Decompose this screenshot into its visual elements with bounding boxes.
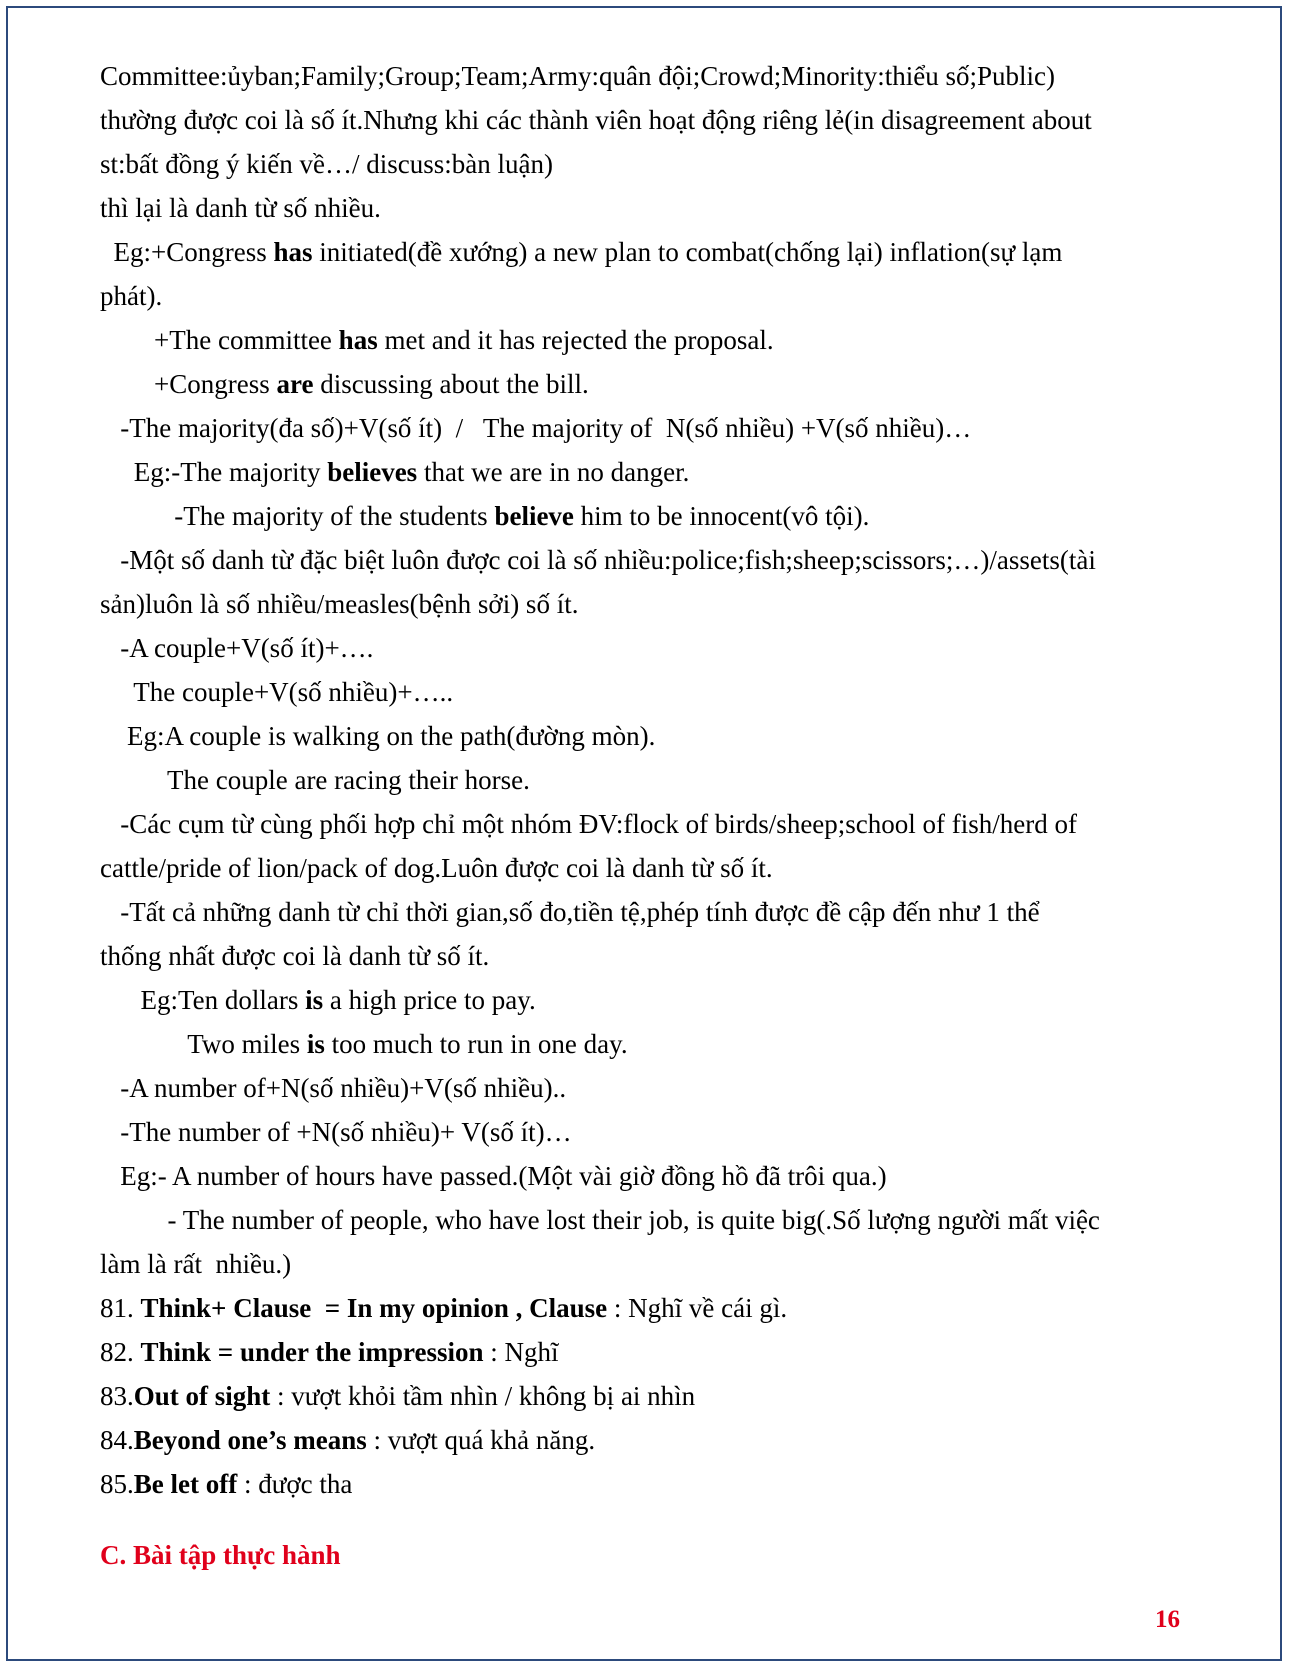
text-line bbox=[100, 846, 1210, 890]
text-line bbox=[100, 1462, 1210, 1506]
bold-text: is bbox=[306, 1029, 325, 1059]
text-segment: : Nghĩ bbox=[483, 1337, 559, 1367]
text-line bbox=[100, 450, 1210, 494]
text-segment: -A couple+V(số ít)+…. bbox=[100, 633, 374, 663]
text-line bbox=[100, 626, 1210, 670]
bold-text: believe bbox=[494, 501, 574, 531]
text-line bbox=[100, 318, 1210, 362]
text-segment: 82. bbox=[100, 1337, 141, 1367]
text-segment: -The majority(đa số)+V(số ít) / The majority of N(số nhiều) +V(số nhiều)… bbox=[100, 413, 972, 443]
text-segment: +The committee bbox=[100, 325, 339, 355]
text-line bbox=[100, 1022, 1210, 1066]
text-segment: sản)luôn là số nhiều/measles(bệnh sởi) số ít. bbox=[100, 589, 579, 619]
text-line bbox=[100, 670, 1210, 714]
bold-text: has bbox=[338, 325, 378, 355]
text-segment: thường được coi là số ít.Nhưng khi các thành viên hoạt động riêng lẻ(in disagreement about bbox=[100, 105, 1092, 135]
text-segment: that we are in no danger. bbox=[417, 457, 690, 487]
text-segment: : Nghĩ về cái gì. bbox=[607, 1293, 788, 1323]
text-segment: phát). bbox=[100, 281, 163, 311]
text-line bbox=[100, 1374, 1210, 1418]
text-segment: discussing about the bill. bbox=[313, 369, 589, 399]
text-segment: 85. bbox=[100, 1469, 134, 1499]
text-segment: -A number of+N(số nhiều)+V(số nhiều).. bbox=[100, 1073, 567, 1103]
page-number: 16 bbox=[1155, 1606, 1180, 1633]
text-line bbox=[100, 934, 1210, 978]
text-segment: initiated(đề xướng) a new plan to combat(chống lại) inflation(sự lạm bbox=[312, 237, 1063, 267]
bold-text: believes bbox=[327, 457, 418, 487]
text-segment: -Một số danh từ đặc biệt luôn được coi là số nhiều:police;fish;sheep;scissors;…)/assets(tài bbox=[100, 545, 1096, 575]
text-segment: st:bất đồng ý kiến về…/ discuss:bàn luận) bbox=[100, 149, 553, 179]
text-segment: thì lại là danh từ số nhiều. bbox=[100, 193, 381, 223]
bold-text: are bbox=[276, 369, 314, 399]
bold-text: Be let off bbox=[133, 1469, 238, 1499]
text-line bbox=[100, 362, 1210, 406]
text-segment: Eg:+Congress bbox=[100, 237, 274, 267]
text-segment: The couple+V(số nhiều)+….. bbox=[100, 677, 454, 707]
text-segment: a high price to pay. bbox=[323, 985, 536, 1015]
text-line bbox=[100, 802, 1210, 846]
text-segment: : vượt quá khả năng. bbox=[366, 1425, 596, 1455]
text-segment: 81. bbox=[100, 1293, 141, 1323]
bold-text: is bbox=[305, 985, 324, 1015]
text-segment: Two miles bbox=[100, 1029, 307, 1059]
text-segment: Eg:- A number of hours have passed.(Một vài giờ đồng hồ đã trôi qua.) bbox=[100, 1161, 887, 1191]
text-line bbox=[100, 538, 1210, 582]
text-segment: : được tha bbox=[237, 1469, 353, 1499]
text-line bbox=[100, 406, 1210, 450]
text-line bbox=[100, 890, 1210, 934]
text-line bbox=[100, 98, 1210, 142]
text-line bbox=[100, 186, 1210, 230]
text-segment: Eg:-The majority bbox=[100, 457, 328, 487]
text-segment: -The number of +N(số nhiều)+ V(số ít)… bbox=[100, 1117, 572, 1147]
section-heading: C. Bài tập thực hành bbox=[100, 1540, 341, 1570]
text-segment: Committee:ủyban;Family;Group;Team;Army:quân đội;Crowd;Minority:thiểu số;Public) bbox=[100, 61, 1056, 91]
text-line bbox=[100, 1330, 1210, 1374]
text-line bbox=[100, 582, 1210, 626]
text-segment: - The number of people, who have lost their job, is quite big(.Số lượng người mất việc bbox=[100, 1205, 1100, 1235]
text-line bbox=[100, 1110, 1210, 1154]
text-segment: cattle/pride of lion/pack of dog.Luôn được coi là danh từ số ít. bbox=[100, 853, 773, 883]
text-segment: met and it has rejected the proposal. bbox=[377, 325, 774, 355]
text-segment: Eg:Ten dollars bbox=[100, 985, 306, 1015]
text-segment: 84. bbox=[100, 1425, 134, 1455]
text-line bbox=[100, 758, 1210, 802]
bold-text: Out of sight bbox=[133, 1381, 271, 1411]
text-segment: : vượt khỏi tầm nhìn / không bị ai nhìn bbox=[270, 1381, 696, 1411]
text-line bbox=[100, 978, 1210, 1022]
text-segment: 83. bbox=[100, 1381, 134, 1411]
text-segment: thống nhất được coi là danh từ số ít. bbox=[100, 941, 490, 971]
bold-text: Beyond one’s means bbox=[133, 1425, 367, 1455]
text-segment: Eg:A couple is walking on the path(đường mòn). bbox=[100, 721, 656, 751]
text-line bbox=[100, 54, 1210, 98]
bold-text: has bbox=[273, 237, 313, 267]
text-line bbox=[100, 230, 1210, 274]
text-segment: -Các cụm từ cùng phối hợp chỉ một nhóm ĐV:flock of birds/sheep;school of fish/herd of bbox=[100, 809, 1077, 839]
text-line bbox=[100, 142, 1210, 186]
bold-text: Think+ Clause = In my opinion , Clause bbox=[140, 1293, 608, 1323]
text-line bbox=[100, 1242, 1210, 1286]
document-body bbox=[100, 54, 1210, 1506]
bold-text: Think = under the impression bbox=[140, 1337, 484, 1367]
text-line bbox=[100, 714, 1210, 758]
text-segment: him to be innocent(vô tội). bbox=[573, 501, 870, 531]
text-segment: The couple are racing their horse. bbox=[100, 765, 530, 795]
text-line bbox=[100, 494, 1210, 538]
text-line bbox=[100, 1286, 1210, 1330]
text-line bbox=[100, 274, 1210, 318]
text-line bbox=[100, 1418, 1210, 1462]
text-line bbox=[100, 1154, 1210, 1198]
text-segment: -Tất cả những danh từ chỉ thời gian,số đo,tiền tệ,phép tính được đề cập đến như 1 thể bbox=[100, 897, 1040, 927]
text-segment: too much to run in one day. bbox=[324, 1029, 628, 1059]
text-segment: -The majority of the students bbox=[100, 501, 495, 531]
text-segment: làm là rất nhiều.) bbox=[100, 1249, 292, 1279]
text-line bbox=[100, 1066, 1210, 1110]
text-segment: +Congress bbox=[100, 369, 277, 399]
text-line bbox=[100, 1198, 1210, 1242]
